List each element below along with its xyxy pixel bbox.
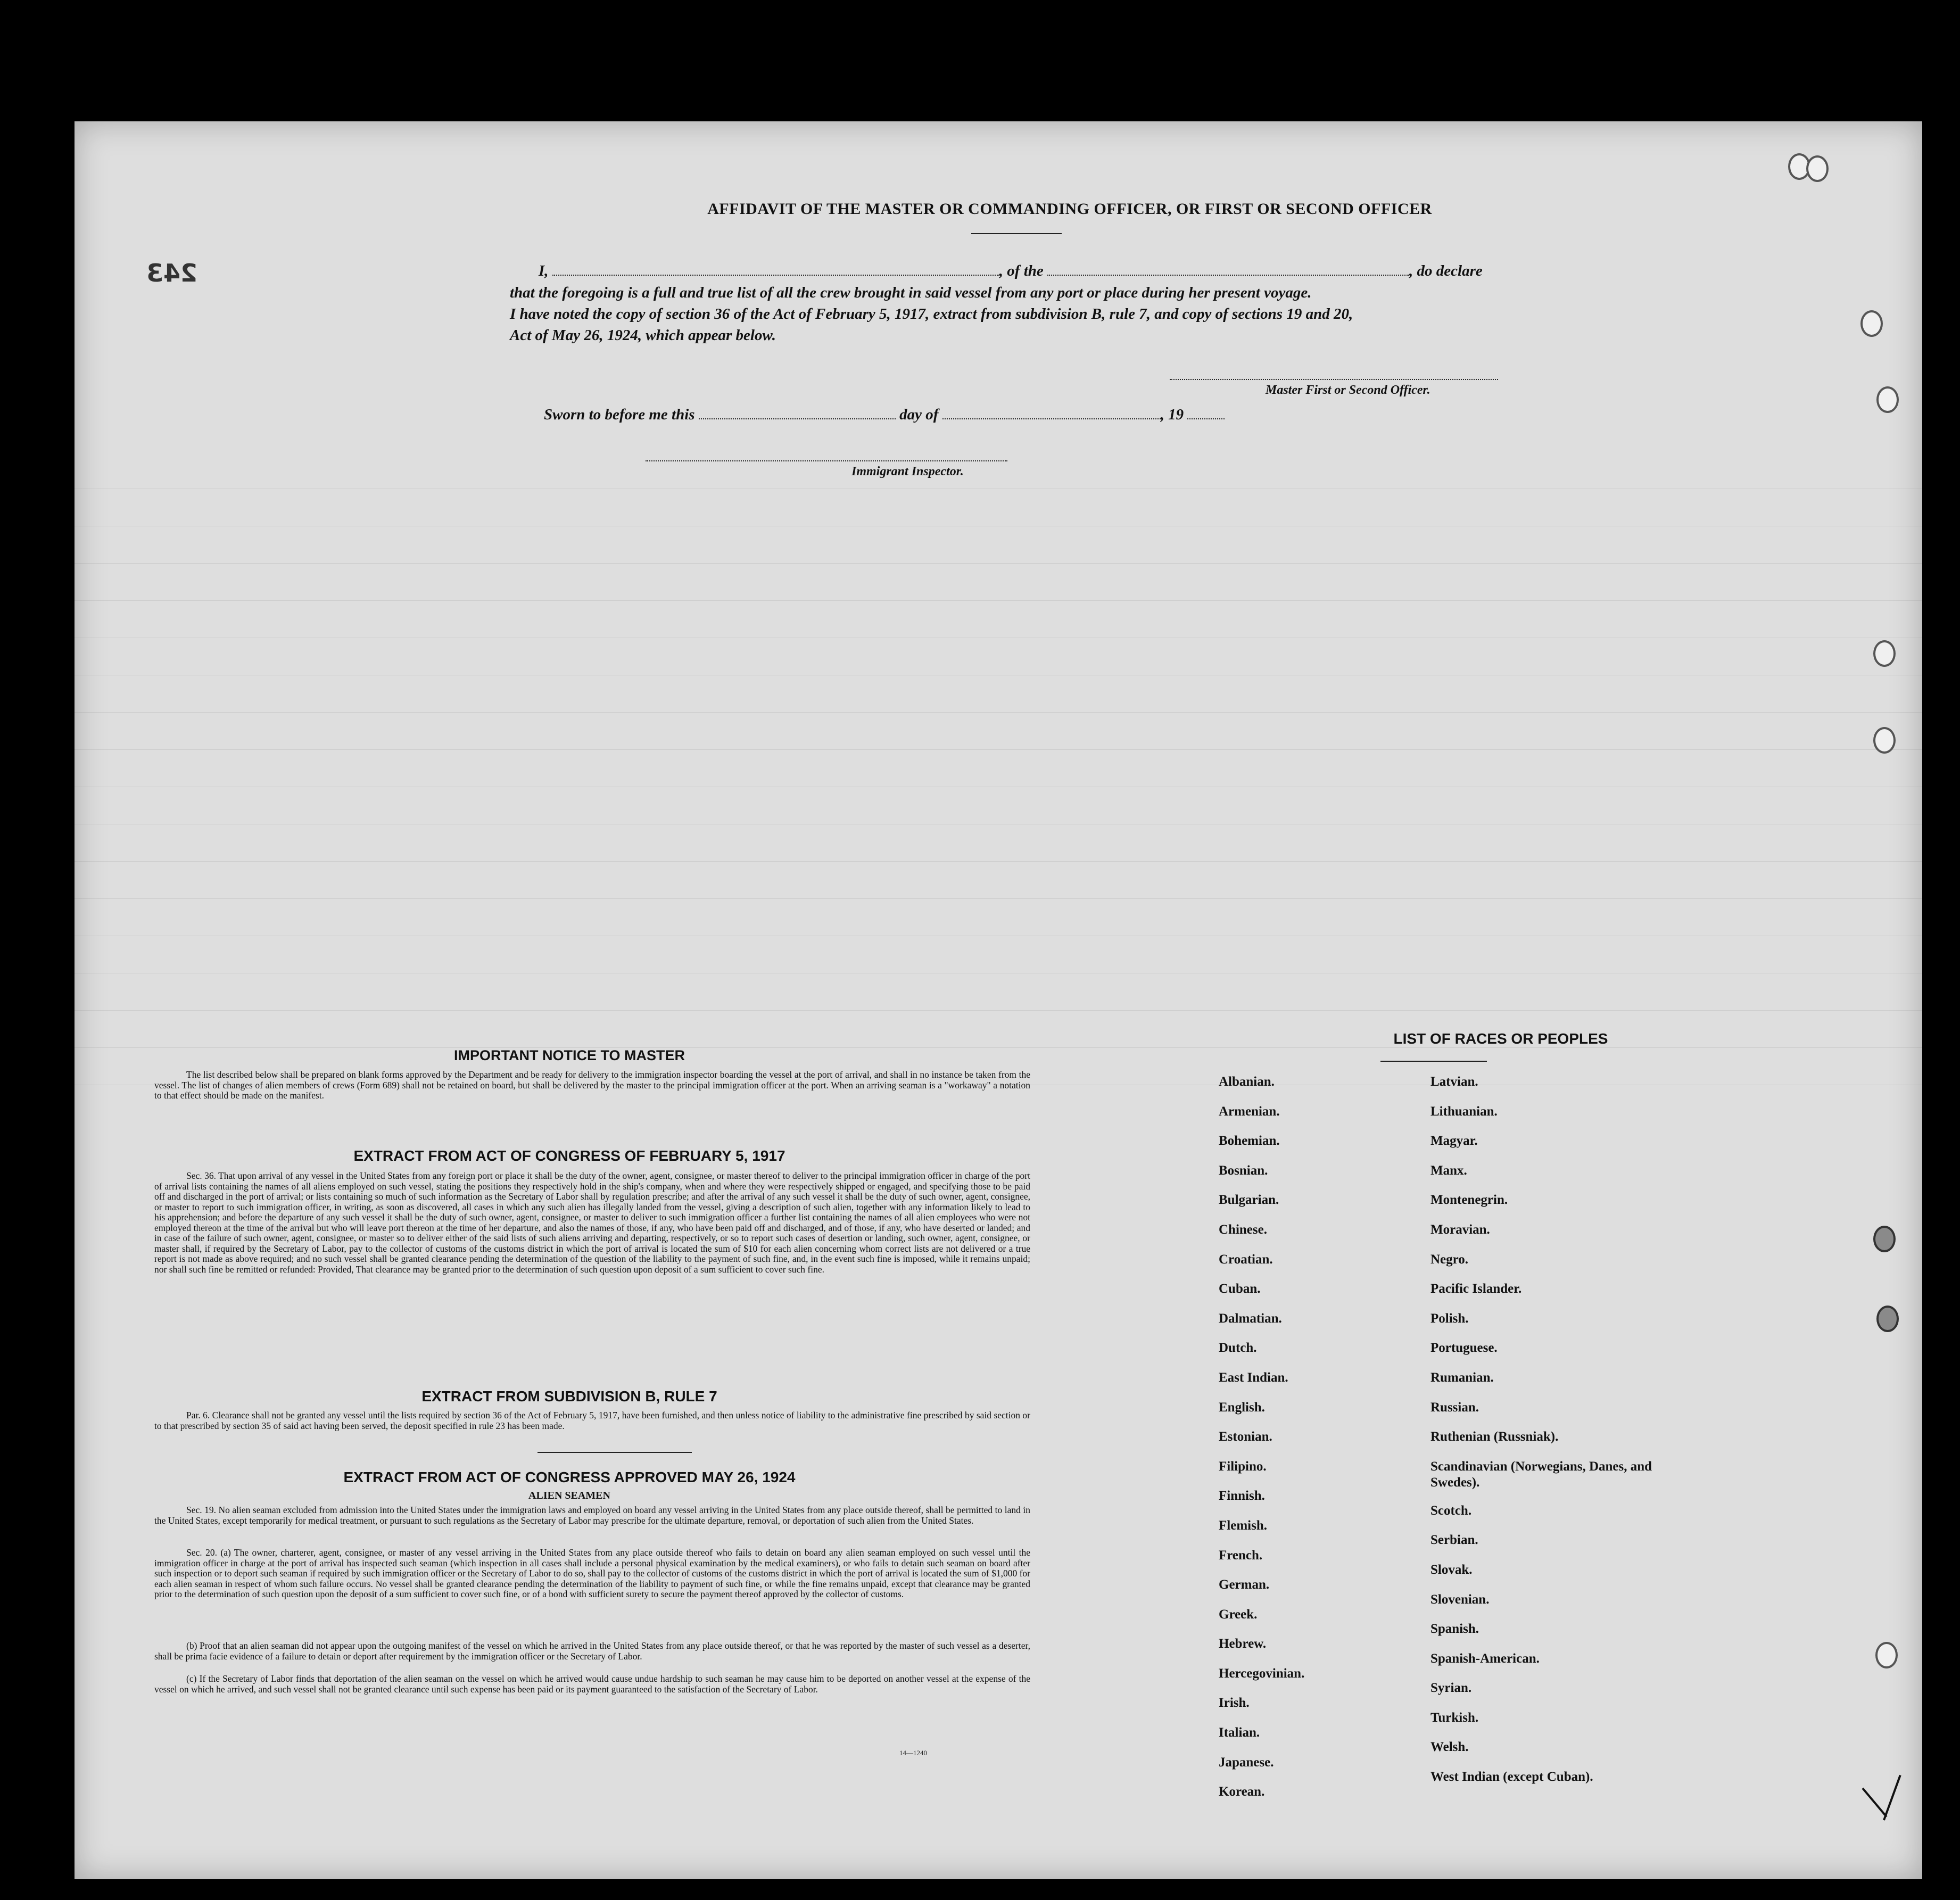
divider	[971, 233, 1062, 234]
sworn-day-field[interactable]	[699, 407, 896, 419]
races-right-column	[1430, 1074, 1665, 1799]
race-item: Manx.	[1430, 1163, 1467, 1178]
race-item: Slovenian.	[1430, 1592, 1490, 1607]
affidavit-declare: , do declare	[1409, 262, 1483, 279]
race-item: Spanish-American.	[1430, 1651, 1540, 1666]
sworn-year: , 19	[1160, 406, 1184, 423]
race-item: French.	[1219, 1548, 1263, 1563]
sec19-text: Sec. 19. No alien seaman excluded from admission into the United States under the immigration laws and employed on board any vessel arriving in the United States from any place outside thereof, shall be permitted to land in the United States, except temporarily for medical treatment, or pursuant to such regulations as the Secretary of Labor may prescribe for the ultimate departure, removal, or deportation of such alien from the United States.	[154, 1505, 1030, 1526]
race-item: Polish.	[1430, 1311, 1469, 1326]
manifest-page	[75, 121, 1922, 1879]
sec20b-text: (b) Proof that an alien seaman did not appear upon the outgoing manifest of the vessel on which he arrived in the United States from any place outside thereof, or that he was reported by the master of such vessel as a deserter, shall be prima facie evidence of a failure to detain or deport after requirement by the immigration officer or the Secretary of Labor.	[154, 1640, 1030, 1662]
race-item: English.	[1219, 1400, 1265, 1415]
handwritten-number: 243	[146, 259, 198, 287]
race-item: Ruthenian (Russniak).	[1430, 1430, 1559, 1444]
notice-title: IMPORTANT NOTICE TO MASTER	[454, 1047, 685, 1063]
race-item: Negro.	[1430, 1252, 1469, 1267]
punch-hole	[1876, 386, 1899, 413]
affidavit-of-the: , of the	[999, 262, 1044, 279]
race-item: Portuguese.	[1430, 1341, 1498, 1356]
form-number: 14—1240	[899, 1749, 927, 1757]
race-item: Dalmatian.	[1219, 1311, 1282, 1326]
races-left-column	[1219, 1074, 1421, 1814]
inspector-label: Immigrant Inspector.	[851, 465, 964, 478]
race-item: Russian.	[1430, 1400, 1479, 1415]
alien-seamen-subtitle: ALIEN SEAMEN	[528, 1490, 610, 1501]
punch-hole	[1806, 155, 1829, 182]
race-item: Dutch.	[1219, 1341, 1257, 1356]
race-item: Rumanian.	[1430, 1370, 1494, 1385]
race-item: Latvian.	[1430, 1075, 1478, 1089]
punch-hole	[1876, 1306, 1899, 1332]
master-label: Master First or Second Officer.	[1266, 383, 1430, 397]
race-item: Moravian.	[1430, 1222, 1490, 1237]
race-item: Finnish.	[1219, 1489, 1265, 1504]
sworn-day-of: day of	[899, 406, 939, 423]
affidavit-i: I,	[539, 262, 549, 279]
race-item: Slovak.	[1430, 1562, 1473, 1577]
race-item: Korean.	[1219, 1785, 1265, 1799]
sec20c-text: (c) If the Secretary of Labor finds that deportation of the alien seaman on the vessel on which he arrived would cause undue hardship to such seaman he may cause him to be deported on another vessel at the expense of the vessel on which he arrived, and such vessel shall not be granted clearance until such expense has been paid or its payment guaranteed to the satisfaction of the Secretary of Labor.	[154, 1673, 1030, 1695]
race-item: East Indian.	[1219, 1370, 1288, 1385]
extract-rule7-text: Par. 6. Clearance shall not be granted any vessel until the lists required by section 36 of the Act of February 5, 1917, have been furnished, and then unless notice of liability to the administrative fine prescribed by said section or to that prescribed by section 35 of said act having been served, the deposit specified in rule 23 has been made.	[154, 1410, 1030, 1431]
master-signature-line[interactable]	[1170, 379, 1498, 380]
race-item: Serbian.	[1430, 1533, 1478, 1548]
pen-check-mark	[1883, 1775, 1901, 1821]
race-item: Croatian.	[1219, 1252, 1273, 1267]
race-item: Cuban.	[1219, 1282, 1261, 1296]
punch-hole	[1873, 727, 1896, 754]
race-item: Bulgarian.	[1219, 1193, 1279, 1208]
extract-1924-title: EXTRACT FROM ACT OF CONGRESS APPROVED MAY 26, 1924	[343, 1469, 796, 1485]
extract-1917-text: Sec. 36. That upon arrival of any vessel in the United States from any foreign port or place it shall be the duty of the owner, agent, consignee, or master thereof to deliver to the principal immigration officer in charge of the port of arrival lists containing the names of all aliens employed on such vessel, stating the positions they respectively hold in the ship's company, when and where they were respectively shipped or engaged, and specifying those to be paid off and discharged in the port of arrival; or lists containing so much of such information as the Secretary of Labor shall by regulation prescribe; and after the arrival of any such vessel it shall be the duty of such owner, agent, consignee, or master to report to such immigration officer, in writing, as soon as discovered, all cases in which any such alien has illegally landed from the vessel, giving a description of such alien, together with any information likely to lead to his apprehension; and before the departure of any such vessel it shall be the duty of such owner, agent, consignee, or master to deliver to such immigration officer a further list containing the names of all alien employees who were not employed thereon at the time of the arrival but who will leave port thereon at the time of her departure, and also the names of those, if any, who have been paid off and discharged, and of those, if any, who have deserted or landed; and in case of the failure of such owner, agent, consignee, or master so to deliver either of the said lists of such aliens arriving and departing, respectively, or so to report such cases of desertion or landing, such owner, agent, consignee, or master shall, if required by the Secretary of Labor, pay to the collector of customs of the customs district in which the port of arrival is located the sum of $10 for each alien concerning whom correct lists are not delivered or a true report is not made as above required; and no such vessel shall be granted clearance pending the determination of the question of the liability to the payment of such fine, and, in the event such fine is imposed, while it remains unpaid; nor shall such fine be remitted or refunded: Provided, That clearance may be granted prior to the determination of such question upon deposit of a sum sufficient to cover such fine.	[154, 1170, 1030, 1275]
sworn-month-field[interactable]	[942, 407, 1161, 419]
punch-hole	[1873, 1226, 1896, 1252]
race-item: Welsh.	[1430, 1740, 1469, 1755]
race-item: Estonian.	[1219, 1430, 1272, 1444]
race-item: Greek.	[1219, 1607, 1258, 1622]
race-item: Chinese.	[1219, 1222, 1267, 1237]
notice-text: The list described below shall be prepared on blank forms approved by the Department and be ready for delivery to the immigration inspector boarding the vessel at the port of arrival, and shall in no instance be taken from the vessel. The list of changes of alien members of crews (Form 689) shall not be retained on board, but shall be delivered by the master to the principal immigration officer at the port. When an arriving seaman is a "workaway" a notation to that effect should be made on the manifest.	[154, 1069, 1030, 1101]
race-item: Italian.	[1219, 1725, 1260, 1740]
sworn-year-field[interactable]	[1187, 407, 1225, 419]
race-item: Bosnian.	[1219, 1163, 1268, 1178]
punch-hole	[1875, 1642, 1898, 1668]
race-item: Syrian.	[1430, 1681, 1472, 1696]
race-item: Magyar.	[1430, 1134, 1478, 1149]
race-item: Irish.	[1219, 1696, 1250, 1711]
name-field[interactable]	[552, 263, 999, 276]
pen-check-mark	[1862, 1788, 1887, 1818]
race-item: Hebrew.	[1219, 1637, 1267, 1651]
race-item: West Indian (except Cuban).	[1430, 1770, 1593, 1785]
race-item: Hercegovinian.	[1219, 1666, 1305, 1681]
inspector-signature-line[interactable]	[646, 460, 1007, 461]
sec20a-text: Sec. 20. (a) The owner, charterer, agent, consignee, or master of any vessel arriving in the United States from any place outside thereof who fails to detain on board any alien seaman employed on such vessel until the immigration officer in charge at the port of arrival has inspected such seaman (which inspection in all cases shall include a personal physical examination by the medical examiners), or who fails to detain such seaman on board after such inspection or to deport such seaman if required by such immigration officer or the Secretary of Labor to do so, shall pay to the collector of customs of the customs district in which the port of arrival is located the sum of $1,000 for each alien seaman in respect of whom such failure occurs. No vessel shall be granted clearance pending the determination of the liability to payment of such fine, or while the fine remains unpaid, except that clearance may be granted prior to the determination of such question upon the deposit of a sum sufficient to cover such fine, or of a bond with sufficient surety to secure the payment thereof approved by the collector of customs.	[154, 1547, 1030, 1599]
race-item: Filipino.	[1219, 1459, 1267, 1474]
races-title: LIST OF RACES OR PEOPLES	[1393, 1030, 1608, 1047]
race-item: Japanese.	[1219, 1755, 1274, 1770]
affidavit-line-3: I have noted the copy of section 36 of the Act of February 5, 1917, extract from subdivision B, rule 7, and copy of sections 19 and 20,	[510, 305, 1353, 323]
race-item: Spanish.	[1430, 1622, 1479, 1637]
race-item: Bohemian.	[1219, 1134, 1280, 1149]
race-item: Albanian.	[1219, 1075, 1275, 1089]
sworn-line	[544, 404, 1395, 425]
affidavit-line-4: Act of May 26, 1924, which appear below.	[510, 327, 776, 344]
sworn-prefix: Sworn to before me this	[544, 406, 695, 423]
race-item: Turkish.	[1430, 1710, 1479, 1725]
extract-rule7-title: EXTRACT FROM SUBDIVISION B, RULE 7	[421, 1388, 717, 1405]
race-item: Scandinavian (Norwegians, Danes, and Swedes).	[1430, 1459, 1652, 1490]
divider	[1380, 1061, 1487, 1062]
affidavit-line-2: that the foregoing is a full and true list of all the crew brought in said vessel from any port or place during her present voyage.	[510, 284, 1312, 301]
race-item: German.	[1219, 1577, 1270, 1592]
affidavit-line-1	[539, 261, 1614, 282]
race-item: Montenegrin.	[1430, 1193, 1508, 1208]
extract-1917-title: EXTRACT FROM ACT OF CONGRESS OF FEBRUARY 5, 1917	[353, 1147, 785, 1164]
affidavit-title: AFFIDAVIT OF THE MASTER OR COMMANDING OFFICER, OR FIRST OR SECOND OFFICER	[707, 200, 1432, 218]
race-item: Armenian.	[1219, 1104, 1280, 1119]
race-item: Scotch.	[1430, 1503, 1472, 1518]
divider	[537, 1452, 692, 1453]
punch-hole	[1860, 310, 1883, 337]
vessel-field[interactable]	[1047, 263, 1409, 276]
race-item: Pacific Islander.	[1430, 1282, 1522, 1296]
race-item: Flemish.	[1219, 1518, 1267, 1533]
punch-hole	[1873, 640, 1896, 667]
race-item: Lithuanian.	[1430, 1104, 1498, 1119]
